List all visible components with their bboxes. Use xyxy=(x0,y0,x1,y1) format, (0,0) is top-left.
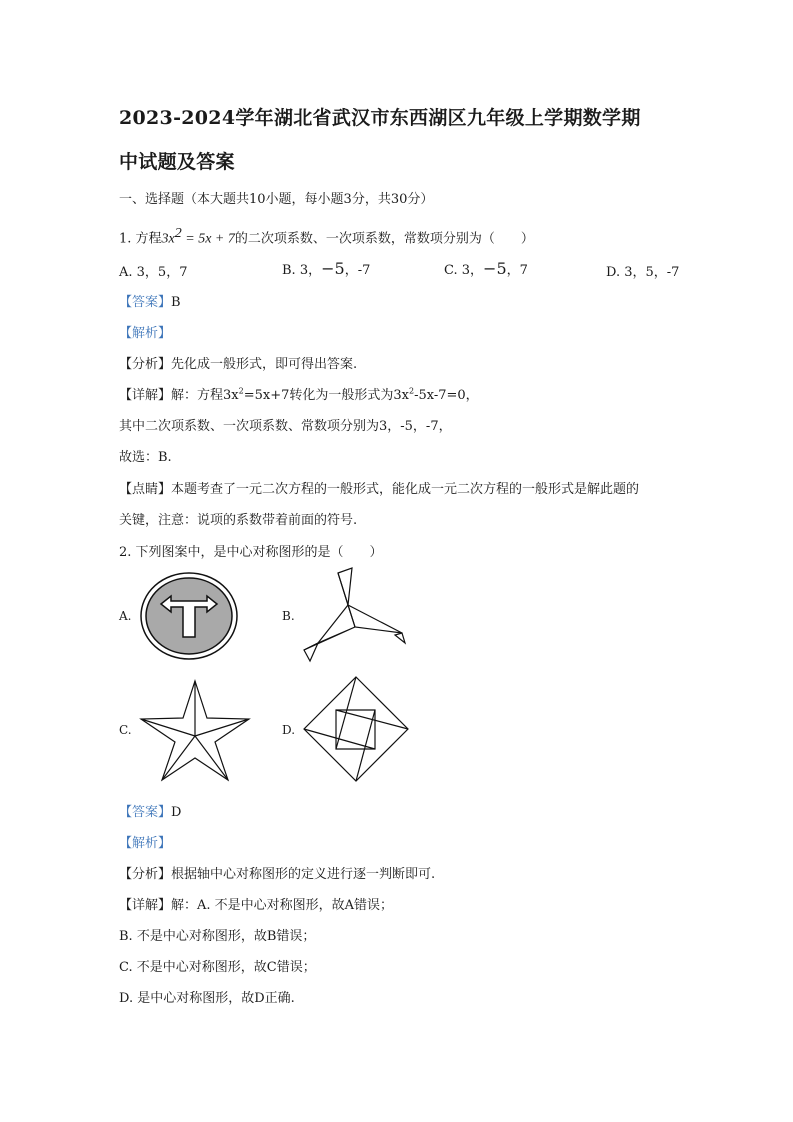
q2-fenxi-text: 根据轴中心对称图形的定义进行逐一判断即可. xyxy=(171,867,436,882)
q1-suffix: 的二次项系数、一次项系数，常数项分别为（ ） xyxy=(234,231,534,247)
q1-fenxi xyxy=(119,353,357,372)
answer-value: B xyxy=(171,295,181,310)
q2-xiangjie-text: 解：A. 不是中心对称图形，故A错误； xyxy=(171,898,394,913)
q1-eq-lhs: 3x xyxy=(161,231,175,247)
q1-option-c xyxy=(444,259,528,278)
five-point-star-figure xyxy=(139,678,251,783)
q2-answer-tag: 【答案】 xyxy=(119,805,172,820)
q1-line3: 故选：B. xyxy=(119,450,172,465)
q1-option-c-pre: C. 3， xyxy=(444,263,484,278)
q1-dianjing2: 关键，注意：说项的系数带着前面的符号. xyxy=(119,513,358,528)
q2-fenxi xyxy=(119,863,435,882)
xiangjie-tag: 【详解】 xyxy=(119,388,172,403)
q1-answer xyxy=(119,291,181,310)
q1-option-b xyxy=(282,259,370,278)
q1-eq-rhs: = 5x + 7 xyxy=(181,231,235,247)
paper-pinwheel-figure xyxy=(300,565,410,665)
q2-d-line: D. 是中心对称图形，故D正确. xyxy=(119,991,295,1006)
xiangjie-pre: 解：方程3x xyxy=(171,388,239,403)
section-heading: 一、选择题（本大题共10小题，每小题3分，共30分） xyxy=(119,192,434,207)
q1-option-b-pre: B. 3， xyxy=(282,263,322,278)
q1-jiexi-tag: 【解析】 xyxy=(119,326,172,341)
rotated-square-figure xyxy=(302,675,410,783)
q2-label-c: C. xyxy=(119,723,132,737)
xiangjie-mid: =5x+7转化为一般形式为3x xyxy=(243,388,409,403)
q2-xiangjie xyxy=(119,894,393,913)
q2-label-b: B. xyxy=(282,609,295,623)
q1-eq-exp: 2 xyxy=(174,226,182,241)
q2-answer-value: D xyxy=(171,805,182,820)
q2-fenxi-tag: 【分析】 xyxy=(119,867,172,882)
q1-xiangjie xyxy=(119,384,479,403)
q1-option-b-post: ，-7 xyxy=(344,263,371,278)
q2-label-a: A. xyxy=(119,609,132,623)
q1-line2: 其中二次项系数、一次项系数、常数项分别为3，-5，-7， xyxy=(119,419,452,434)
doc-title-line2: 中试题及答案 xyxy=(119,151,235,173)
q2-b-line: B. 不是中心对称图形，故B错误； xyxy=(119,929,316,944)
q2-xiangjie-tag: 【详解】 xyxy=(119,898,172,913)
xiangjie-exp2: 2 xyxy=(408,386,415,396)
q1-option-c-mid: −5 xyxy=(483,259,507,278)
fenxi-tag: 【分析】 xyxy=(119,357,172,372)
q2-c-line: C. 不是中心对称图形，故C错误； xyxy=(119,960,316,975)
q1-option-d: D. 3，5，-7 xyxy=(606,265,680,280)
q2-answer xyxy=(119,801,181,820)
answer-tag: 【答案】 xyxy=(119,295,172,310)
dianjing-text: 本题考查了一元二次方程的一般形式，能化成一元二次方程的一般形式是解此题的 xyxy=(171,482,640,497)
fenxi-text: 先化成一般形式，即可得出答案. xyxy=(171,357,358,372)
q1-prefix: 1. 方程 xyxy=(119,231,162,247)
q1-dianjing xyxy=(119,478,639,497)
q2-stem: 2. 下列图案中，是中心对称图形的是（ ） xyxy=(119,545,383,560)
q1-stem xyxy=(119,226,534,247)
dianjing-tag: 【点睛】 xyxy=(119,482,172,497)
q1-option-c-post: ，7 xyxy=(506,263,528,278)
q1-option-a: A. 3，5，7 xyxy=(119,265,188,280)
q2-jiexi-tag: 【解析】 xyxy=(119,836,172,851)
xiangjie-post: -5x-7=0， xyxy=(414,388,479,403)
traffic-sign-figure xyxy=(139,571,239,661)
q1-option-b-mid: −5 xyxy=(321,259,345,278)
doc-title-line1: 2023-2024学年湖北省武汉市东西湖区九年级上学期数学期 xyxy=(119,107,641,129)
xiangjie-exp1: 2 xyxy=(238,386,244,396)
q2-label-d: D. xyxy=(282,723,296,737)
